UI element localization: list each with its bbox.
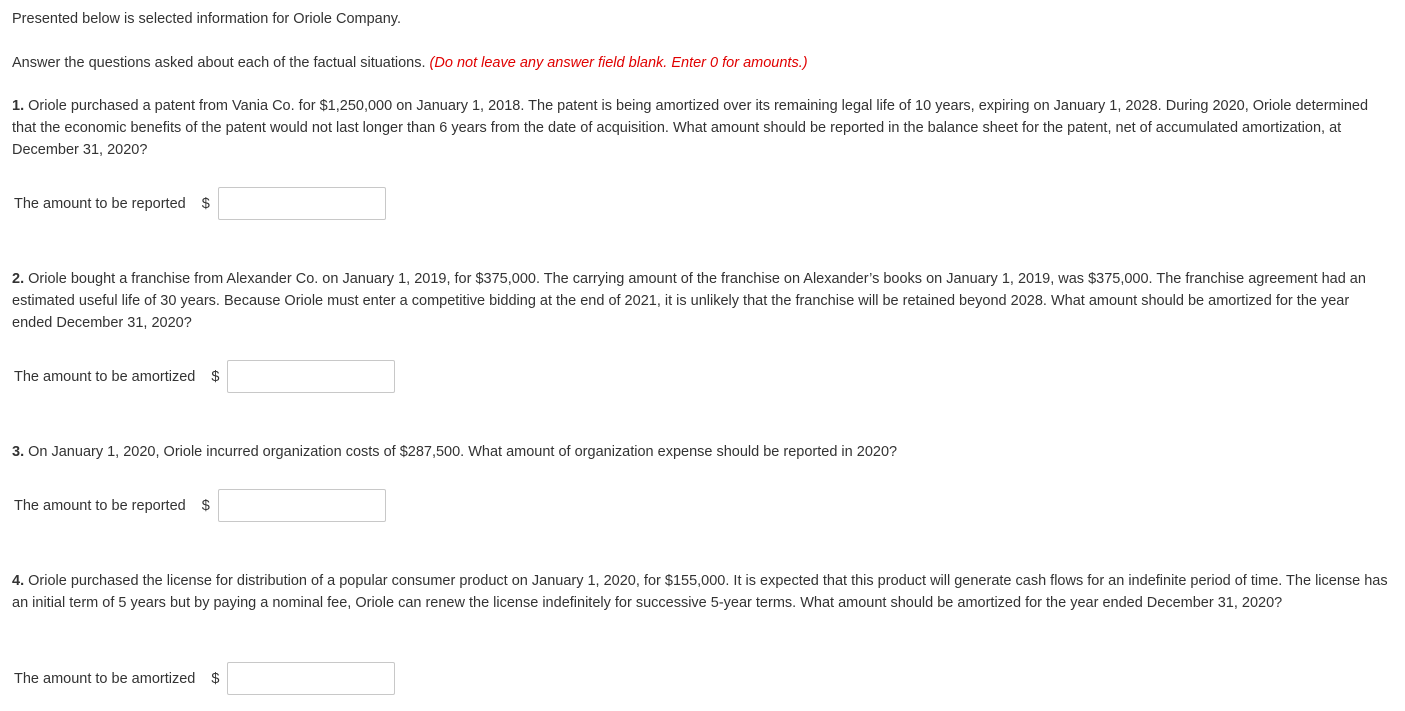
question-number: 3. <box>12 444 25 460</box>
answer-label: The amount to be amortized <box>14 670 196 687</box>
answer-input-1[interactable] <box>218 187 386 220</box>
question-text: On January 1, 2020, Oriole incurred organization costs of $287,500. What amount of organization expense should be reported in 2020? <box>28 444 898 460</box>
answer-label: The amount to be reported <box>14 497 186 514</box>
question-number: 2. <box>12 271 25 287</box>
question-text: Oriole purchased the license for distribution of a popular consumer product on January 1, 2020, for $155,000. It is expected that this product will generate cash flows for an indefinite period of time. The license has an initial term of 5 years but by paying a nominal fee, Oriole can renew the license indefinitely for successive 5-year terms. What amount should be amortized for the year ended December 31, 2020? <box>12 573 1388 611</box>
answer-input-3[interactable] <box>218 489 386 522</box>
intro-line: Presented below is selected information for Oriole Company. <box>12 11 402 27</box>
currency-symbol: $ <box>201 497 210 514</box>
answer-label: The amount to be reported <box>14 195 186 212</box>
intro-text <box>12 8 1391 30</box>
answer-row-4 <box>14 662 395 695</box>
question-text: Oriole purchased a patent from Vania Co. for $1,250,000 on January 1, 2018. The patent is being amortized over its remaining legal life of 10 years, expiring on January 1, 2028. During 2020, Oriole determined that the economic benefits of the patent would not last longer than 6 years from the date of acquisition. What amount should be reported in the balance sheet for the patent, net of accumulated amortization, at December 31, 2020? <box>12 98 1369 158</box>
question-3 <box>12 441 1391 463</box>
answer-row-1 <box>14 187 386 220</box>
question-text: Oriole bought a franchise from Alexander Co. on January 1, 2019, for $375,000. The carrying amount of the franchise on Alexander’s books on January 1, 2019, was $375,000. The franchise agreement had an estimated useful life of 30 years. Because Oriole must enter a competitive bidding at the end of 2021, it is unlikely that the franchise will be retained beyond 2028. What amount should be amortized for the year ended December 31, 2020? <box>12 271 1366 331</box>
question-number: 1. <box>12 98 25 114</box>
answer-label: The amount to be amortized <box>14 368 196 385</box>
instructions <box>12 52 1391 74</box>
instructions-note: (Do not leave any answer field blank. Enter 0 for amounts.) <box>429 55 808 71</box>
answer-input-4[interactable] <box>227 662 395 695</box>
question-1 <box>12 95 1391 161</box>
instructions-text: Answer the questions asked about each of the factual situations. <box>12 55 426 71</box>
question-2 <box>12 268 1391 334</box>
answer-row-3 <box>14 489 386 522</box>
answer-row-2 <box>14 360 395 393</box>
currency-symbol: $ <box>211 368 220 385</box>
question-4 <box>12 570 1391 614</box>
currency-symbol: $ <box>201 195 210 212</box>
answer-input-2[interactable] <box>227 360 395 393</box>
question-number: 4. <box>12 573 25 589</box>
currency-symbol: $ <box>211 670 220 687</box>
